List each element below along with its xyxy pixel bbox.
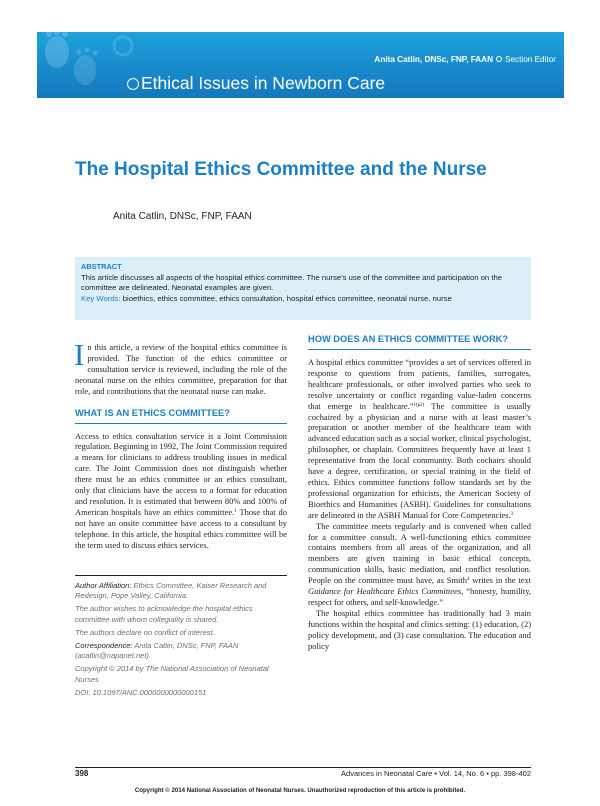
citation-ref: 3 — [510, 511, 514, 517]
footer-copyright: Copyright © 2014 National Association of Neonatal Nurses. Unauthorized reproduction of this article is prohibited. — [134, 787, 466, 794]
section2-paragraph-1: A hospital ethics committee “provides a set of services offered in response to questions from patients, families, surrogates, healthcare professionals, or other involved parties who seek to resolve uncertainty or conflict regarding value-laden concerns that emerge in healthcare.”$^{1(p2)}$ The committee is usually cochaired by a physician and a nurse with at least master’s preparation or another member of the healthcare team with advanced education such as a social worker, clinical psychologist, philosopher, or chaplain. Committees frequently have at least 1 representative from the local community. Both cochairs should have a degree, certification, or special training in the field of ethics. Ethics committee functions follow standards set by the professional organization for ethicists, the American Society of Bioethics and Humanities (ASBH). Guidelines for consultations are delineated in the ASBH Manual for Core Competencies.$^3$ — [308, 357, 532, 520]
article-title: The Hospital Ethics Committee and the Nurse — [75, 159, 487, 180]
affiliation-label: Author Affiliation: — [75, 581, 132, 590]
correspondence: Correspondence: Anita Catlin, DNSc, FNP, FAAN (acatlin@napanet.net). — [75, 641, 239, 661]
section1-paragraph: Access to ethics consultation service is a Joint Commission regulation. Beginning in 1992, The Joint Commission required a means for clinicians to address troubling issues in medical care. The Joint Commission does not distinguish whether there must be an ethics committee or an ethics consultant, only that clinicians have the access to a format for education and resolution. It is estimated that between 80% and 100% of American hospitals have an ethics committee.$^1$ Those that do not have an onsite committee have access to a consultant by telephone. In this article, the hospital ethics committee will be the term used to discuss ethics services. — [75, 430, 287, 550]
section-editor — [374, 55, 556, 64]
keywords-label: Key Words: — [81, 293, 121, 303]
page-number: 398 — [75, 769, 89, 778]
section2-paragraph-2: The committee meets regularly and is convened when called for a committee consult. A well-functioning ethics committee contains members from all areas of the organization, and all members are given training in basic ethical concepts, communication skills, basic mediation, and conflict resolution. People on the committee must have, as Smith$^4$ writes in the text Guidance for Healthcare Ethics Committees, “honesty, humility, respect for others, and self-knowledge.” — [308, 520, 531, 607]
citation-ref: 1 — [234, 508, 237, 514]
author-byline: Anita Catlin, DNSc, FNP, FAAN — [113, 211, 252, 222]
conflict-statement: The authors declare no conflict of interest. — [75, 627, 215, 637]
citation-ref: 1(p2) — [413, 402, 425, 408]
abstract-box — [75, 257, 531, 320]
article-copyright: Copyright © 2014 by The National Association of Neonatal Nurses — [75, 664, 269, 684]
journal-citation: Advances in Neonatal Care • Vol. 14, No. 6 • pp. 398-402 — [341, 769, 531, 778]
drop-cap: I — [74, 337, 85, 372]
book-title: Guidance for Healthcare Ethics Committees — [308, 586, 462, 597]
ring-bullet-icon — [127, 78, 139, 90]
right-column — [308, 333, 531, 651]
section-editor-name: Anita Catlin, DNSc, FNP, FAAN — [374, 55, 494, 64]
keywords-list: bioethics, ethics committee, ethics consultation, hospital ethics committee, neonatal nurse, nurse — [122, 293, 452, 303]
section-heading-how-does: HOW DOES AN ETHICS COMMITTEE WORK? — [308, 333, 531, 350]
abstract-heading: ABSTRACT — [81, 262, 122, 271]
section-heading-what-is: WHAT IS AN ETHICS COMMITTEE? — [75, 407, 287, 424]
citation-ref: 4 — [466, 577, 470, 583]
doi: DOI: 10.1097/ANC.0000000000000151 — [75, 687, 207, 697]
section-editor-role: Section Editor — [505, 55, 556, 64]
intro-paragraph: In this article, a review of the hospital ethics committee is provided. The function of the ethics committee or consultation service is reviewed, including the role of the neonatal nurse on the ethics committee, preparation for that role, and contributions that the neonatal nurse can make. — [74, 337, 287, 396]
keywords — [81, 294, 525, 305]
column-title-text: Ethical Issues in Newborn Care — [141, 73, 386, 93]
left-column — [74, 337, 287, 551]
column-title — [127, 73, 385, 94]
correspondence-label: Correspondence: — [75, 641, 133, 651]
acknowledgment: The author wishes to acknowledge the hospital ethics committee with whom collegiality is shared. — [75, 604, 253, 624]
section2-paragraph-3: The hospital ethics committee has traditionally had 3 main functions within the hospital and clinics setting: (1) education, (2) policy development, and (3) case consultation. The education and policy — [308, 607, 531, 651]
abstract-text: This article discusses all aspects of the hospital ethics committee. The nurse’s use of the committee and participation on the committee are delineated. Neonatal examples are given. — [81, 272, 503, 293]
section-banner — [37, 32, 564, 98]
author-affiliation-box — [75, 575, 287, 701]
ring-bullet-icon — [496, 56, 502, 62]
footer-divider — [75, 767, 531, 768]
affiliation: Author Affiliation: Ethics Committee, Kaiser Research and Redesign, Pope Valley, California. — [75, 581, 267, 601]
